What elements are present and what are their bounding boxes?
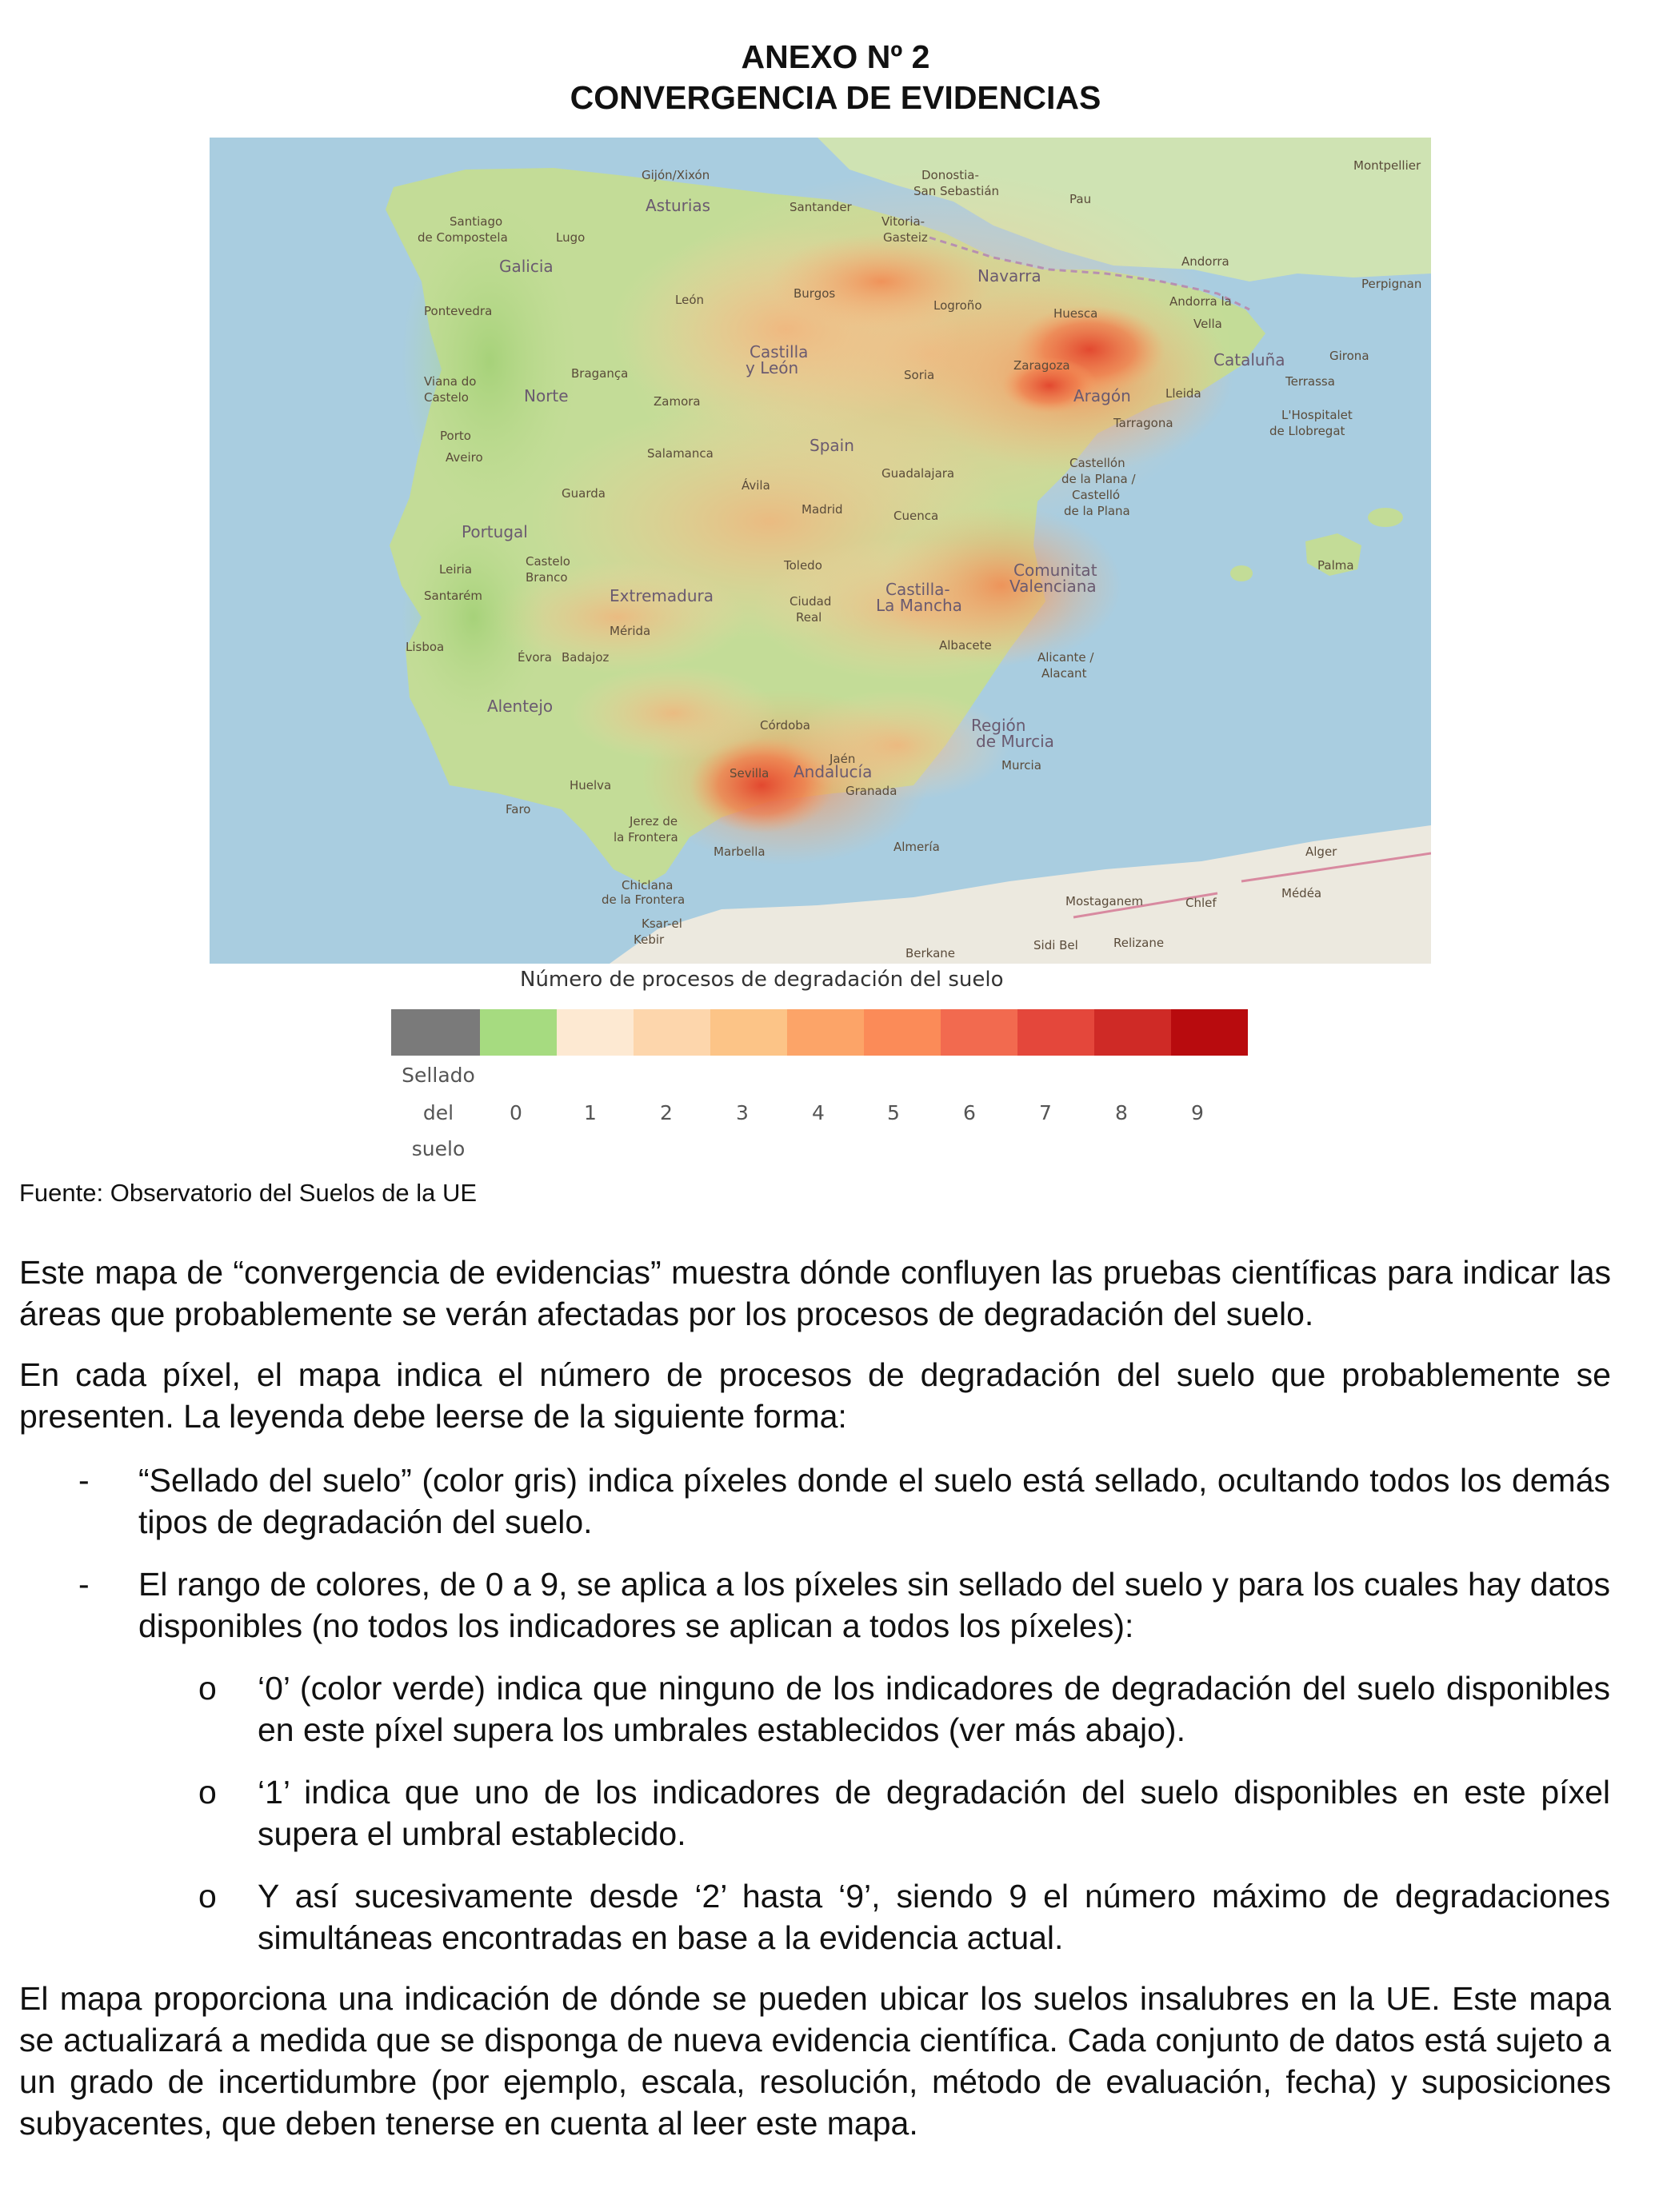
soil-degradation-map xyxy=(210,138,1431,964)
svg-text:Mérida: Mérida xyxy=(610,624,651,638)
legend-sealed-label-2: del xyxy=(422,1101,454,1124)
svg-text:Marbella: Marbella xyxy=(714,844,766,859)
svg-text:de Murcia: de Murcia xyxy=(976,732,1054,751)
svg-text:Lleida: Lleida xyxy=(1165,386,1201,401)
svg-text:Ksar-el: Ksar-el xyxy=(642,916,682,931)
svg-text:Alger: Alger xyxy=(1305,844,1337,859)
svg-text:Región: Región xyxy=(971,716,1026,735)
svg-text:Santander: Santander xyxy=(790,200,852,214)
svg-text:Jaén: Jaén xyxy=(830,752,856,766)
svg-text:Lisboa: Lisboa xyxy=(406,640,445,654)
svg-text:de la Plana: de la Plana xyxy=(1064,504,1130,518)
legend-value-7: 7 xyxy=(1039,1101,1052,1124)
svg-text:Palma: Palma xyxy=(1317,558,1354,573)
svg-text:Gijón/Xixón: Gijón/Xixón xyxy=(642,168,710,182)
svg-text:Relizane: Relizane xyxy=(1113,936,1165,950)
svg-text:Guadalajara: Guadalajara xyxy=(881,466,955,481)
subbullet-zero: ‘0’ (color verde) indica que ninguno de los indicadores de degradación del suelo disponibles en este píxel supera los umbrales establecidos (ver más abajo). xyxy=(258,1670,1610,1748)
svg-text:Pau: Pau xyxy=(1069,192,1092,206)
svg-text:Chlef: Chlef xyxy=(1185,896,1217,910)
svg-text:Castilla: Castilla xyxy=(750,342,809,361)
svg-text:Albacete: Albacete xyxy=(939,638,992,653)
svg-text:Alentejo: Alentejo xyxy=(487,697,554,716)
paragraph-intro: Este mapa de “convergencia de evidencias” muestra dónde confluyen las pruebas científicas para indicar las áreas que probablemente se verán afectadas por los procesos de degradación del suelo. xyxy=(19,1254,1611,1332)
svg-text:Sevilla: Sevilla xyxy=(730,766,770,781)
svg-text:Aragón: Aragón xyxy=(1073,386,1131,405)
legend-value-2: 2 xyxy=(660,1101,673,1124)
legend-value-4: 4 xyxy=(812,1101,825,1124)
svg-text:Comunitat: Comunitat xyxy=(1013,561,1097,580)
svg-text:Branco: Branco xyxy=(526,570,568,585)
svg-text:Extremadura: Extremadura xyxy=(610,586,714,605)
svg-text:Cataluña: Cataluña xyxy=(1213,350,1285,369)
legend-value-6: 6 xyxy=(963,1101,976,1124)
legend-color-bar xyxy=(391,1009,1248,1056)
svg-text:Castelo: Castelo xyxy=(526,554,570,569)
svg-text:Viana do: Viana do xyxy=(424,374,477,389)
legend-swatch-4 xyxy=(787,1009,864,1056)
svg-text:Asturias: Asturias xyxy=(646,196,711,215)
legend-title: Número de procesos de degradación del suelo xyxy=(520,968,1004,992)
annex-title: CONVERGENCIA DE EVIDENCIAS xyxy=(570,79,1101,116)
svg-text:y León: y León xyxy=(746,358,799,377)
svg-text:Huelva: Huelva xyxy=(570,778,612,793)
legend-swatch-8 xyxy=(1094,1009,1171,1056)
svg-text:Vella: Vella xyxy=(1193,317,1222,331)
bullet-color-range: El rango de colores, de 0 a 9, se aplica a los píxeles sin sellado del suelo y para los cuales hay datos disponibles (no todos los indicadores se aplican a todos los píxeles): xyxy=(138,1566,1610,1644)
svg-text:Faro: Faro xyxy=(506,802,531,817)
svg-text:Toledo: Toledo xyxy=(784,558,822,573)
ibiza xyxy=(1230,565,1253,581)
svg-text:L'Hospitalet: L'Hospitalet xyxy=(1281,408,1353,422)
legend-value-3: 3 xyxy=(736,1101,749,1124)
paragraph-legend-explanation: En cada píxel, el mapa indica el número de procesos de degradación del suelo que probablemente se presenten. La leyenda debe leerse de la siguiente forma: xyxy=(19,1356,1611,1435)
svg-text:Chiclana: Chiclana xyxy=(622,878,674,892)
svg-text:Huesca: Huesca xyxy=(1053,306,1098,321)
svg-text:Granada: Granada xyxy=(845,784,897,798)
annex-number: ANEXO Nº 2 xyxy=(741,38,930,75)
legend-swatch-sealed xyxy=(391,1009,480,1056)
svg-text:Castelló: Castelló xyxy=(1072,488,1121,502)
svg-text:Galicia: Galicia xyxy=(499,257,554,276)
svg-text:Tarragona: Tarragona xyxy=(1113,416,1173,430)
source-caption: Fuente: Observatorio del Suelos de la UE xyxy=(19,1179,478,1207)
legend-swatch-2 xyxy=(634,1009,710,1056)
svg-text:León: León xyxy=(675,293,705,307)
svg-text:Norte: Norte xyxy=(524,386,569,405)
svg-text:Vitoria-: Vitoria- xyxy=(881,214,925,229)
map-graphic xyxy=(210,138,1431,964)
legend-swatch-0 xyxy=(480,1009,557,1056)
svg-text:Zamora: Zamora xyxy=(654,394,701,409)
svg-text:Girona: Girona xyxy=(1329,349,1369,363)
svg-text:Valenciana: Valenciana xyxy=(1009,577,1097,596)
svg-text:Burgos: Burgos xyxy=(794,286,836,301)
legend-swatch-6 xyxy=(941,1009,1017,1056)
svg-text:Kebir: Kebir xyxy=(634,932,665,947)
svg-text:de la Frontera: de la Frontera xyxy=(602,892,686,907)
svg-text:Andalucía: Andalucía xyxy=(794,762,873,781)
svg-text:Ciudad: Ciudad xyxy=(790,594,832,609)
svg-text:Logroño: Logroño xyxy=(933,298,982,313)
svg-text:Castellón: Castellón xyxy=(1069,456,1125,470)
svg-text:Salamanca: Salamanca xyxy=(647,446,714,461)
subbullet-one: ‘1’ indica que uno de los indicadores de degradación del suelo disponibles en este píxel supera el umbral establecido. xyxy=(258,1774,1610,1852)
legend-swatch-9 xyxy=(1171,1009,1248,1056)
svg-text:Alicante /: Alicante / xyxy=(1037,650,1094,665)
svg-text:Zaragoza: Zaragoza xyxy=(1013,358,1070,373)
svg-text:Évora: Évora xyxy=(518,650,552,665)
legend-value-0: 0 xyxy=(510,1101,522,1124)
legend-value-9: 9 xyxy=(1191,1101,1204,1124)
svg-text:Real: Real xyxy=(796,610,822,625)
legend-swatch-1 xyxy=(557,1009,634,1056)
svg-text:Mostaganem: Mostaganem xyxy=(1065,894,1144,908)
svg-text:Aveiro: Aveiro xyxy=(446,450,483,465)
svg-text:La Mancha: La Mancha xyxy=(876,596,962,615)
svg-text:Andorra: Andorra xyxy=(1181,254,1229,269)
bullet-marker-o: o xyxy=(198,1774,217,1811)
legend-swatch-3 xyxy=(710,1009,787,1056)
svg-text:Cuenca: Cuenca xyxy=(893,509,939,523)
bullet-marker-dash: - xyxy=(78,1566,90,1603)
svg-text:de Compostela: de Compostela xyxy=(418,230,508,245)
svg-text:Castilla-: Castilla- xyxy=(885,580,950,599)
svg-text:Alacant: Alacant xyxy=(1041,666,1087,681)
svg-text:Madrid: Madrid xyxy=(802,502,843,517)
svg-text:Porto: Porto xyxy=(440,429,471,443)
svg-text:Montpellier: Montpellier xyxy=(1353,158,1421,173)
svg-text:Badajoz: Badajoz xyxy=(562,650,610,665)
legend-swatch-5 xyxy=(864,1009,941,1056)
svg-text:Santarém: Santarém xyxy=(424,589,482,603)
svg-text:Leiria: Leiria xyxy=(439,562,473,577)
bullet-marker-dash: - xyxy=(78,1462,90,1499)
legend-sealed-label-3: suelo xyxy=(411,1137,466,1160)
svg-text:Almería: Almería xyxy=(893,840,940,854)
menorca xyxy=(1368,508,1403,527)
svg-text:Portugal: Portugal xyxy=(462,522,528,541)
svg-text:la Frontera: la Frontera xyxy=(614,830,678,844)
svg-text:Andorra la: Andorra la xyxy=(1169,294,1232,309)
legend-value-5: 5 xyxy=(887,1101,900,1124)
svg-text:Sidi Bel: Sidi Bel xyxy=(1033,938,1078,952)
svg-text:Bragança: Bragança xyxy=(571,366,629,381)
svg-text:Córdoba: Córdoba xyxy=(760,718,810,733)
svg-text:Donostia-: Donostia- xyxy=(921,168,979,182)
svg-text:Gasteiz: Gasteiz xyxy=(883,230,928,245)
svg-text:Berkane: Berkane xyxy=(905,946,956,960)
subbullet-two-to-nine: Y así sucesivamente desde ‘2’ hasta ‘9’, siendo 9 el número máximo de degradaciones simultáneas encontradas en base a la evidencia actual. xyxy=(258,1878,1610,1956)
svg-text:Terrassa: Terrassa xyxy=(1285,374,1335,389)
svg-text:Castelo: Castelo xyxy=(424,390,469,405)
svg-text:Pontevedra: Pontevedra xyxy=(424,304,493,318)
svg-text:Santiago: Santiago xyxy=(450,214,503,229)
svg-text:Murcia: Murcia xyxy=(1001,758,1041,773)
svg-text:Spain: Spain xyxy=(810,436,854,455)
svg-text:Perpignan: Perpignan xyxy=(1361,277,1422,291)
legend-value-8: 8 xyxy=(1115,1101,1128,1124)
bullet-marker-o: o xyxy=(198,1670,217,1707)
svg-text:Soria: Soria xyxy=(904,368,935,382)
bullet-sealed: “Sellado del suelo” (color gris) indica píxeles donde el suelo está sellado, ocultando todos los demás tipos de degradación del suelo. xyxy=(138,1462,1610,1540)
paragraph-conclusion: El mapa proporciona una indicación de dónde se pueden ubicar los suelos insalubres en la UE. Este mapa se actualizará a medida que se disponga de nueva evidencia científica. Cada conjunto de datos está sujeto a un grado de incertidumbre (por ejemplo, escala, resolución, método de evaluación, fecha) y suposiciones subyacentes, que deben tenerse en cuenta al leer este mapa. xyxy=(19,1980,1611,2142)
legend-value-1: 1 xyxy=(584,1101,597,1124)
svg-text:Lugo: Lugo xyxy=(556,230,586,245)
svg-text:Guarda: Guarda xyxy=(562,486,606,501)
svg-text:Médéa: Médéa xyxy=(1281,886,1322,900)
svg-text:Ávila: Ávila xyxy=(742,478,770,493)
svg-text:de la Plana /: de la Plana / xyxy=(1061,472,1136,486)
legend-sealed-label-1: Sellado xyxy=(402,1064,475,1087)
bullet-marker-o: o xyxy=(198,1878,217,1915)
svg-text:San Sebastián: San Sebastián xyxy=(913,184,1000,198)
svg-text:Jerez de: Jerez de xyxy=(630,814,678,829)
legend-swatch-7 xyxy=(1017,1009,1094,1056)
svg-text:Navarra: Navarra xyxy=(977,266,1041,285)
svg-text:de Llobregat: de Llobregat xyxy=(1269,424,1345,438)
